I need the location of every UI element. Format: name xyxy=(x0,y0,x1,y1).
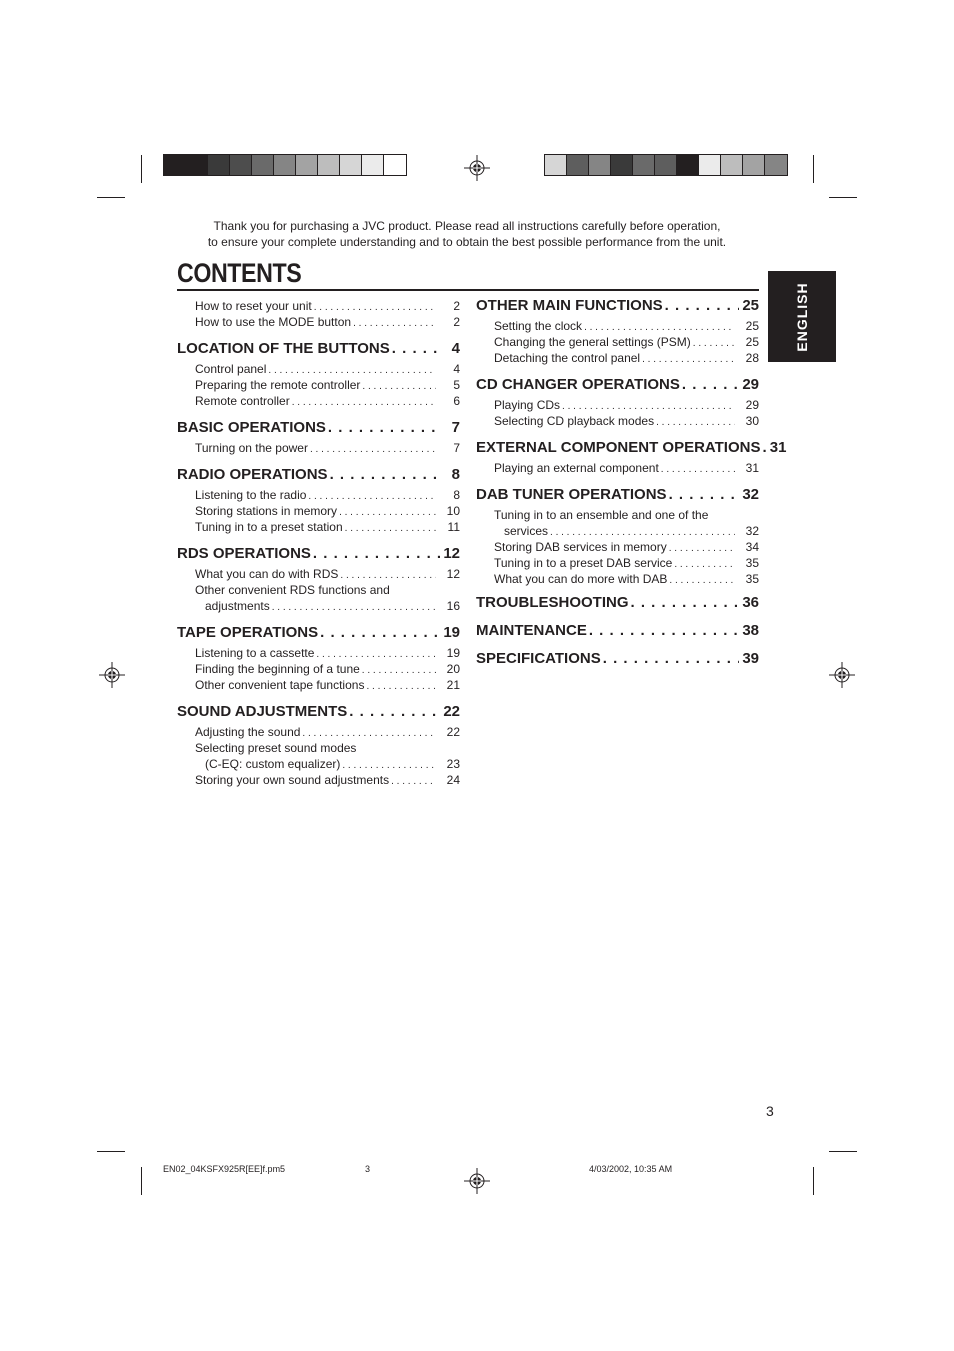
color-calibration-bar-left xyxy=(163,154,407,176)
color-swatch xyxy=(296,155,318,175)
toc-item-page: 22 xyxy=(446,725,460,739)
toc-section-title: TROUBLESHOOTING xyxy=(476,594,629,611)
color-swatch xyxy=(208,155,230,175)
toc-item-page: 2 xyxy=(453,315,460,329)
leader-dots xyxy=(669,543,735,554)
toc-item xyxy=(177,520,460,536)
leader-dots xyxy=(268,365,436,376)
leader-dots xyxy=(313,545,440,562)
toc-item xyxy=(177,678,460,694)
toc-item xyxy=(177,378,460,394)
color-swatch xyxy=(318,155,340,175)
footer-filename: EN02_04KSFX925R[EE]f.pm5 xyxy=(163,1164,286,1174)
toc-item-label: Other convenient RDS functions and xyxy=(195,583,390,597)
toc-item-label: Changing the general settings (PSM) xyxy=(494,335,691,349)
toc-section xyxy=(177,340,460,410)
leader-dots xyxy=(328,419,440,436)
leader-dots xyxy=(656,417,735,428)
color-swatch xyxy=(589,155,611,175)
toc-item-page: 28 xyxy=(745,351,759,365)
leader-dots xyxy=(669,486,739,503)
leader-dots xyxy=(584,322,735,333)
leader-dots xyxy=(330,466,440,483)
toc-item xyxy=(476,540,759,556)
toc-section-title: TAPE OPERATIONS xyxy=(177,624,319,641)
crop-mark xyxy=(813,155,814,183)
toc-section-heading xyxy=(476,650,759,672)
leader-dots xyxy=(362,665,436,676)
toc-item xyxy=(476,335,759,351)
toc-section-page: 7 xyxy=(451,419,460,436)
color-swatch xyxy=(186,155,208,175)
toc-item-page: 32 xyxy=(745,524,759,538)
toc-item-page: 6 xyxy=(453,394,460,408)
toc-item xyxy=(476,398,759,414)
crop-mark xyxy=(97,197,125,198)
color-swatch xyxy=(340,155,362,175)
title-rule xyxy=(177,289,759,291)
leader-dots xyxy=(674,559,735,570)
toc-item-label: Turning on the power xyxy=(195,441,308,455)
toc-item-page: 25 xyxy=(745,335,759,349)
toc-item-page: 2 xyxy=(453,299,460,313)
toc-item-label: What you can do more with DAB xyxy=(494,572,668,586)
toc-item xyxy=(177,394,460,410)
toc-item xyxy=(177,567,460,583)
toc-item-page: 11 xyxy=(447,520,460,534)
toc-intro-items xyxy=(177,299,460,331)
toc-item-label: Tuning in to a preset station xyxy=(195,520,343,534)
toc-item-page: 21 xyxy=(446,678,460,692)
intro-line: to ensure your complete understanding and to obtain the best possible performance from the unit. xyxy=(207,235,727,249)
color-swatch xyxy=(633,155,655,175)
toc-section-page: 4 xyxy=(451,340,460,357)
toc-item-label: Remote controller xyxy=(195,394,290,408)
toc-section xyxy=(177,703,460,789)
toc-item xyxy=(476,556,759,572)
toc-item-page: 19 xyxy=(446,646,460,660)
leader-dots xyxy=(693,338,735,349)
color-swatch xyxy=(611,155,633,175)
toc-item-label: Tuning in to a preset DAB service xyxy=(494,556,673,570)
leader-dots xyxy=(661,464,735,475)
toc-section-title: LOCATION OF THE BUTTONS xyxy=(177,340,390,357)
crop-mark xyxy=(829,197,857,198)
toc-section xyxy=(177,419,460,457)
toc-item xyxy=(476,461,759,477)
color-swatch xyxy=(721,155,743,175)
toc-section-heading xyxy=(476,439,787,461)
toc-section-heading xyxy=(177,340,460,362)
toc-section xyxy=(476,594,759,616)
color-swatch xyxy=(362,155,384,175)
toc-item xyxy=(177,299,460,315)
leader-dots xyxy=(353,318,436,329)
registration-mark-icon xyxy=(99,662,125,688)
toc-section-title: SOUND ADJUSTMENTS xyxy=(177,703,348,720)
toc-item-page: 12 xyxy=(446,567,460,581)
leader-dots xyxy=(362,381,436,392)
toc-item xyxy=(177,773,460,789)
registration-mark-icon xyxy=(829,662,855,688)
toc-section-heading xyxy=(177,545,460,567)
toc-section-title: RDS OPERATIONS xyxy=(177,545,311,562)
leader-dots xyxy=(320,624,440,641)
toc-item-label: Preparing the remote controller xyxy=(195,378,361,392)
toc-section-title: RADIO OPERATIONS xyxy=(177,466,328,483)
toc-section xyxy=(476,376,759,430)
toc-item-label: Selecting CD playback modes xyxy=(494,414,655,428)
toc-item xyxy=(177,504,460,520)
toc-section-title: EXTERNAL COMPONENT OPERATIONS xyxy=(476,439,761,456)
toc-item xyxy=(177,662,460,678)
toc-item-page: 25 xyxy=(745,319,759,333)
toc-section xyxy=(177,545,460,615)
toc-item xyxy=(476,351,759,367)
registration-mark-icon xyxy=(464,155,490,181)
color-swatch xyxy=(699,155,721,175)
toc-item-label: Tuning in to an ensemble and one of the xyxy=(494,508,709,522)
leader-dots xyxy=(342,760,436,771)
footer-page: 3 xyxy=(365,1164,371,1174)
toc-item-label: Listening to a cassette xyxy=(195,646,315,660)
leader-dots xyxy=(665,297,739,314)
color-swatch xyxy=(384,155,406,175)
color-swatch xyxy=(765,155,787,175)
toc-section-page: 25 xyxy=(742,297,759,314)
toc-section-page: 39 xyxy=(742,650,759,667)
toc-item-label: Control panel xyxy=(195,362,267,376)
color-calibration-bar-right xyxy=(544,154,788,176)
toc-item-label: What you can do with RDS xyxy=(195,567,339,581)
toc-section xyxy=(476,486,759,588)
toc-section-title: DAB TUNER OPERATIONS xyxy=(476,486,667,503)
toc-item xyxy=(177,441,460,457)
toc-item-label: How to use the MODE button xyxy=(195,315,352,329)
toc-section-title: CD CHANGER OPERATIONS xyxy=(476,376,680,393)
toc-item xyxy=(476,414,759,430)
leader-dots xyxy=(366,681,436,692)
language-tab-label: ENGLISH xyxy=(794,281,810,352)
toc-item xyxy=(177,757,460,773)
toc-item-page: 31 xyxy=(745,461,759,475)
page-number: 3 xyxy=(766,1103,774,1119)
toc-section xyxy=(177,466,460,536)
toc-section-title: BASIC OPERATIONS xyxy=(177,419,326,436)
toc-item-page: 8 xyxy=(453,488,460,502)
crop-mark xyxy=(141,155,142,183)
toc-section xyxy=(476,297,759,367)
color-swatch xyxy=(252,155,274,175)
toc-item xyxy=(476,572,759,588)
toc-item xyxy=(177,725,460,741)
toc-item-label: Selecting preset sound modes xyxy=(195,741,357,755)
toc-right-column xyxy=(476,297,787,672)
toc-item-label: Storing DAB services in memory xyxy=(494,540,667,554)
toc-item-label: Listening to the radio xyxy=(195,488,307,502)
toc-item-page: 30 xyxy=(745,414,759,428)
toc-section-page: 36 xyxy=(742,594,759,611)
toc-section-heading xyxy=(177,419,460,441)
registration-mark-icon xyxy=(464,1168,490,1194)
color-swatch xyxy=(230,155,252,175)
toc-section-heading xyxy=(476,376,759,398)
toc-item-label: Storing your own sound adjustments xyxy=(195,773,390,787)
toc-section-page: 38 xyxy=(742,622,759,639)
toc-item-page: 35 xyxy=(745,556,759,570)
toc-item-page: 10 xyxy=(446,504,460,518)
toc-section-page: 32 xyxy=(742,486,759,503)
toc-item-label: Other convenient tape functions xyxy=(195,678,365,692)
color-swatch xyxy=(545,155,567,175)
leader-dots xyxy=(642,354,735,365)
crop-mark xyxy=(813,1167,814,1195)
toc-item-page: 35 xyxy=(745,572,759,586)
toc-item-label: How to reset your unit xyxy=(195,299,312,313)
color-swatch xyxy=(743,155,765,175)
toc-item xyxy=(177,646,460,662)
toc-item-page: 4 xyxy=(453,362,460,376)
leader-dots xyxy=(316,649,436,660)
leader-dots xyxy=(762,439,766,456)
toc-item-page: 5 xyxy=(453,378,460,392)
leader-dots xyxy=(392,340,440,357)
leader-dots xyxy=(302,728,436,739)
toc-item xyxy=(177,315,460,331)
toc-item-label: Detaching the control panel xyxy=(494,351,641,365)
crop-mark xyxy=(97,1151,125,1152)
toc-item xyxy=(177,488,460,504)
leader-dots xyxy=(603,650,739,667)
leader-dots xyxy=(562,401,735,412)
leader-dots xyxy=(308,491,436,502)
toc-section-page: 29 xyxy=(742,376,759,393)
leader-dots xyxy=(669,575,735,586)
toc-section-heading xyxy=(177,466,460,488)
toc-item-label: services xyxy=(504,524,549,538)
toc-section-heading xyxy=(476,486,759,508)
toc-section xyxy=(177,624,460,694)
toc-section-title: MAINTENANCE xyxy=(476,622,587,639)
color-swatch xyxy=(677,155,699,175)
footer-timestamp: 4/03/2002, 10:35 AM xyxy=(589,1164,673,1174)
color-swatch xyxy=(655,155,677,175)
toc-item-label: Playing CDs xyxy=(494,398,561,412)
toc-item-page: 34 xyxy=(745,540,759,554)
leader-dots xyxy=(272,602,436,613)
toc-item-label: adjustments xyxy=(205,599,270,613)
leader-dots xyxy=(550,527,735,538)
color-swatch xyxy=(274,155,296,175)
toc-section-page: 22 xyxy=(443,703,460,720)
toc-section-heading xyxy=(177,624,460,646)
toc-item xyxy=(177,599,460,615)
color-swatch xyxy=(164,155,186,175)
leader-dots xyxy=(349,703,440,720)
toc-item-page: 16 xyxy=(446,599,460,613)
leader-dots xyxy=(340,570,436,581)
toc-item xyxy=(476,524,759,540)
leader-dots xyxy=(589,622,739,639)
leader-dots xyxy=(345,523,436,534)
toc-item-page: 29 xyxy=(745,398,759,412)
toc-section-heading xyxy=(177,703,460,725)
toc-section-heading xyxy=(476,622,759,644)
toc-item-label: Adjusting the sound xyxy=(195,725,301,739)
toc-item-label: Finding the beginning of a tune xyxy=(195,662,360,676)
leader-dots xyxy=(339,507,436,518)
toc-section-title: OTHER MAIN FUNCTIONS xyxy=(476,297,663,314)
leader-dots xyxy=(292,397,436,408)
crop-mark xyxy=(829,1151,857,1152)
toc-section-heading xyxy=(476,594,759,616)
toc-section-title: SPECIFICATIONS xyxy=(476,650,601,667)
leader-dots xyxy=(314,302,436,313)
toc-item xyxy=(476,319,759,335)
toc-section xyxy=(476,650,759,672)
leader-dots xyxy=(631,594,740,611)
leader-dots xyxy=(682,376,739,393)
toc-section-page: 12 xyxy=(443,545,460,562)
toc-item-label: Storing stations in memory xyxy=(195,504,338,518)
toc-section-page: 19 xyxy=(443,624,460,641)
toc-item-label: Playing an external component xyxy=(494,461,659,475)
intro-line: Thank you for purchasing a JVC product. Please read all instructions carefully before operation, xyxy=(213,219,721,233)
leader-dots xyxy=(391,776,436,787)
toc-item-page: 20 xyxy=(446,662,460,676)
toc-section-page: 8 xyxy=(451,466,460,483)
toc-section xyxy=(476,439,787,477)
toc-section-heading xyxy=(476,297,759,319)
toc-item-label: (C-EQ: custom equalizer) xyxy=(205,757,341,771)
color-swatch xyxy=(567,155,589,175)
toc-left-column xyxy=(177,299,460,789)
toc-item xyxy=(177,362,460,378)
crop-mark xyxy=(141,1167,142,1195)
toc-item-label: Setting the clock xyxy=(494,319,583,333)
intro-text xyxy=(160,218,774,250)
toc-item-page: 23 xyxy=(446,757,460,771)
toc-section xyxy=(476,622,759,644)
toc-section-page: 31 xyxy=(769,439,787,456)
toc-item-page: 7 xyxy=(453,441,460,455)
toc-item-page: 24 xyxy=(446,773,460,787)
leader-dots xyxy=(310,444,436,455)
language-tab xyxy=(768,271,836,362)
page-title: CONTENTS xyxy=(177,258,302,288)
